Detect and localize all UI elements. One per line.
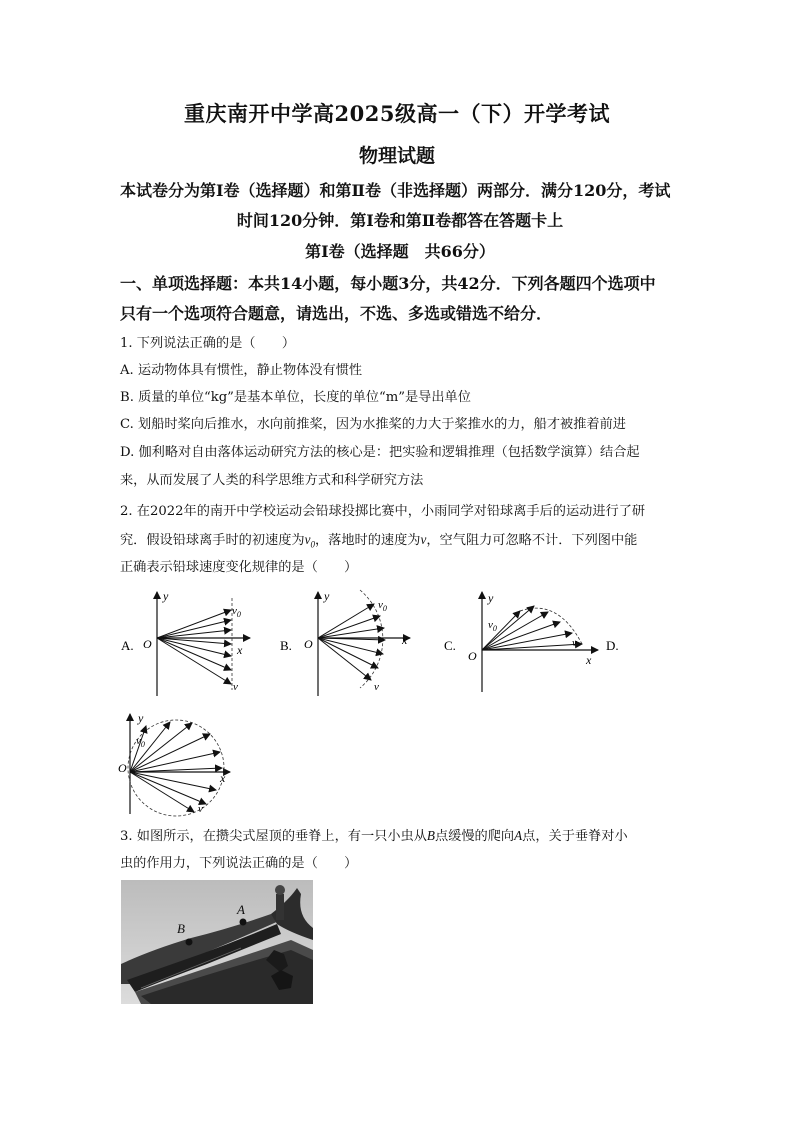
q2-line-2-part-a: 究．假设铅球离手时的初速度为 [120,533,305,548]
svg-text:y: y [163,589,169,603]
svg-text:v: v [572,637,577,649]
svg-text:v: v [198,803,203,815]
q3-line-1: 3. 如图所示，在攒尖式屋顶的垂脊上，有一只小虫从B点缓慢的爬向A点，关于垂脊对小 [120,828,628,844]
q2-line-2-part-b: ，落地时的速度为 [314,533,421,548]
svg-text:O: O [304,637,313,651]
q3-line-2: 虫的作用力，下列说法正确的是（ ） [120,856,358,871]
svg-text:v0: $v_0$ [232,605,241,619]
svg-text:y: y [324,589,330,603]
q2-v-symbol: v [420,532,427,547]
q2-line-1: 2. 在2022年的南开中学校运动会铅球投掷比赛中，小雨同学对铅球离手后的运动进行了研 [120,504,646,519]
q1-option-d-line-1: D. 伽利略对自由落体运动研究方法的核心是：把实验和逻辑推理（包括数学演算）结合起 [120,445,640,460]
svg-text:O: O [118,761,127,775]
section-one-line-1: 一、单项选择题：本共14小题，每小题3分，共42分．下列各题四个选项中 [120,274,656,293]
exam-subtitle: 物理试题 [358,145,435,167]
q2-line-2-part-c: ，空气阻力可忽略不计．下列图中能 [426,533,638,548]
q1-option-c: C. 划船时桨向后推水，水向前推桨，因为水推桨的力大于桨推水的力，船才被推着前进 [120,417,626,432]
svg-text:x: x [402,633,408,647]
part-one-heading: 第Ⅰ卷（选择题 共66分） [305,242,495,261]
svg-text:v0: $v_0$ [488,619,497,633]
svg-text:v: v [374,681,379,693]
q3-photo-label-b: B [177,921,185,936]
svg-text:v0: $v_0$ [378,599,387,613]
q1-stem: 1. 下列说法正确的是（ ） [120,336,296,351]
q2-line-3: 正确表示铅球速度变化规律的是（ ） [120,560,358,575]
svg-text:v0: $v_0$ [136,735,145,749]
svg-text:x: x [237,643,243,657]
intro-line-1: 本试卷分为第Ⅰ卷（选择题）和第Ⅱ卷（非选择题）两部分．满分120分，考试 [120,181,671,200]
q2-figure-c [440,588,630,698]
svg-text:x: x [586,653,592,667]
intro-line-2: 时间120分钟．第Ⅰ卷和第Ⅱ卷都答在答题卡上 [236,211,564,230]
svg-text:O: O [468,649,477,663]
exam-title: 重庆南开中学高2025级高一（下）开学考试 [184,101,610,126]
q1-option-b: B. 质量的单位“kg”是基本单位，长度的单位“m”是导出单位 [120,390,471,405]
q3-photo-label-a: A [237,902,245,917]
q2-figure-d [112,710,242,818]
svg-text:y: y [138,711,144,725]
q1-option-d-line-2: 来，从而发展了人类的科学思维方式和科学研究方法 [120,473,424,488]
svg-text:O: O [143,637,152,651]
q3-roof-photo [121,880,313,1004]
q2-figure-a [115,588,255,698]
q2-v0-symbol: $v_0$ [304,532,315,550]
q2-figure-d-label: D. [606,638,619,653]
svg-text:v: v [233,681,238,693]
q1-option-a: A. 运动物体具有惯性，静止物体没有惯性 [120,363,363,378]
q2-figure-a-label: A. [121,638,134,653]
q2-figure-b [278,588,418,698]
q2-figure-b-label: B. [280,638,292,653]
section-one-line-2: 只有一个选项符合题意，请选出，不选、多选或错选不给分． [120,304,553,323]
q2-figure-c-label: C. [444,638,456,653]
svg-text:x: x [220,771,226,785]
svg-text:y: y [488,591,494,605]
